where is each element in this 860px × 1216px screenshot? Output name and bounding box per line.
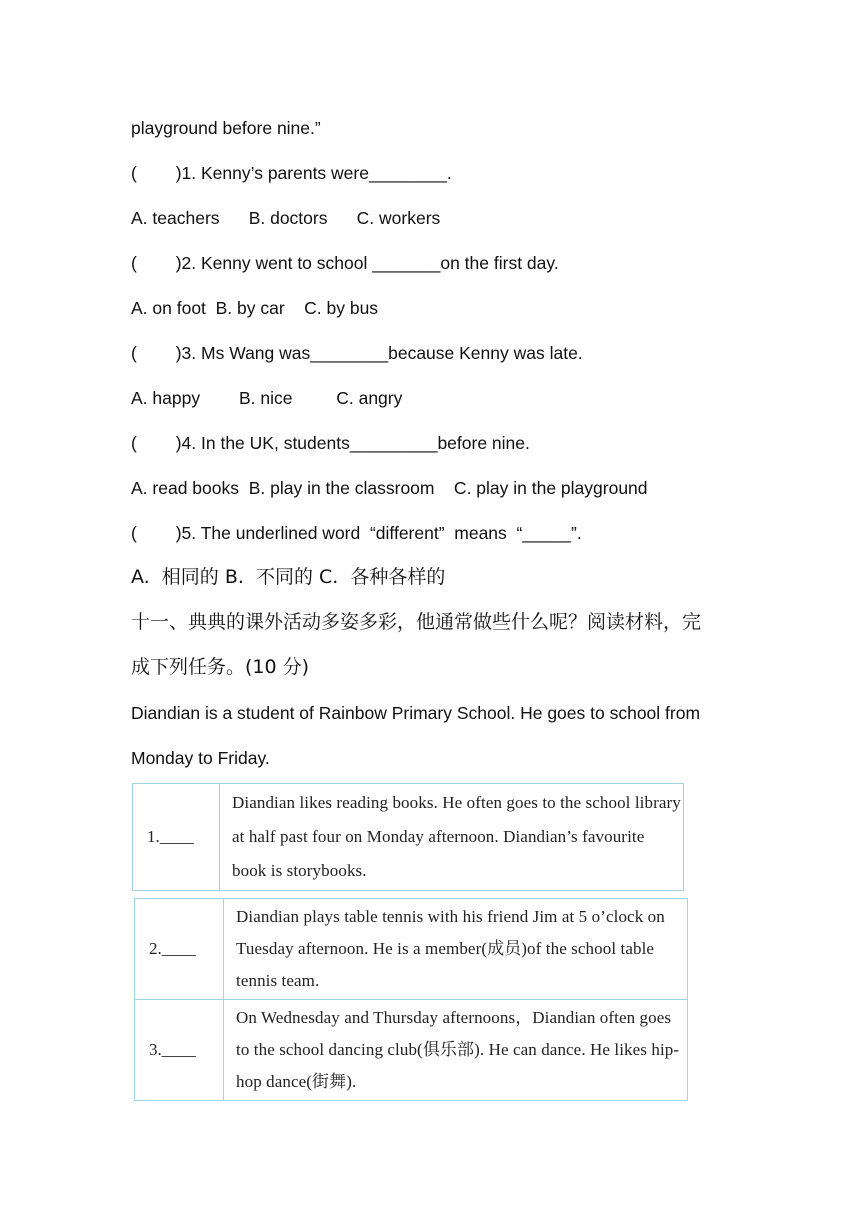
- activity-description-2: Diandian plays table tennis with his friend Jim at 5 o’clock on Tuesday afternoon. He is a member(成员)of the school table tennis team.: [224, 899, 688, 1000]
- answer-blank-2: 2.____: [135, 899, 224, 1000]
- options-5: A. 相同的 B. 不同的 C. 各种各样的: [131, 566, 446, 588]
- text-line: playground before nine.”: [131, 118, 321, 138]
- passage-line-1: Diandian is a student of Rainbow Primary School. He goes to school from: [131, 703, 701, 723]
- question-2: ( )2. Kenny went to school _______on the first day.: [131, 253, 559, 273]
- question-1: ( )1. Kenny’s parents were________.: [131, 163, 452, 183]
- answer-blank-1: 1.____: [133, 784, 220, 891]
- question-4: ( )4. In the UK, students_________before nine.: [131, 433, 530, 453]
- section-heading: 十一、典典的课外活动多姿多彩，他通常做些什么呢？阅读材料，完: [131, 611, 702, 633]
- question-5: ( )5. The underlined word “different” means “_____”.: [131, 523, 582, 543]
- options-1: A. teachers B. doctors C. workers: [131, 208, 441, 228]
- options-2: A. on foot B. by car C. by bus: [131, 298, 379, 318]
- activity-table-2: [134, 898, 688, 1101]
- options-3: A. happy B. nice C. angry: [131, 388, 403, 408]
- section-heading-cont: 成下列任务。(10 分): [131, 656, 310, 678]
- answer-blank-3: 3.____: [135, 1000, 224, 1101]
- passage-line-2: Monday to Friday.: [131, 748, 270, 768]
- table-row: [135, 1000, 688, 1101]
- table-row: [133, 784, 684, 891]
- activity-description-3: On Wednesday and Thursday afternoons，Diandian often goes to the school dancing club(俱乐部). He can dance. He likes hip-hop dance(街舞).: [224, 1000, 688, 1101]
- table-row: [135, 899, 688, 1000]
- activity-table-1: [132, 783, 684, 891]
- activity-description-1: Diandian likes reading books. He often goes to the school library at half past four on Monday afternoon. Diandian’s favourite book is storybooks.: [220, 784, 684, 891]
- question-3: ( )3. Ms Wang was________because Kenny was late.: [131, 343, 583, 363]
- options-4: A. read books B. play in the classroom C. play in the playground: [131, 478, 648, 498]
